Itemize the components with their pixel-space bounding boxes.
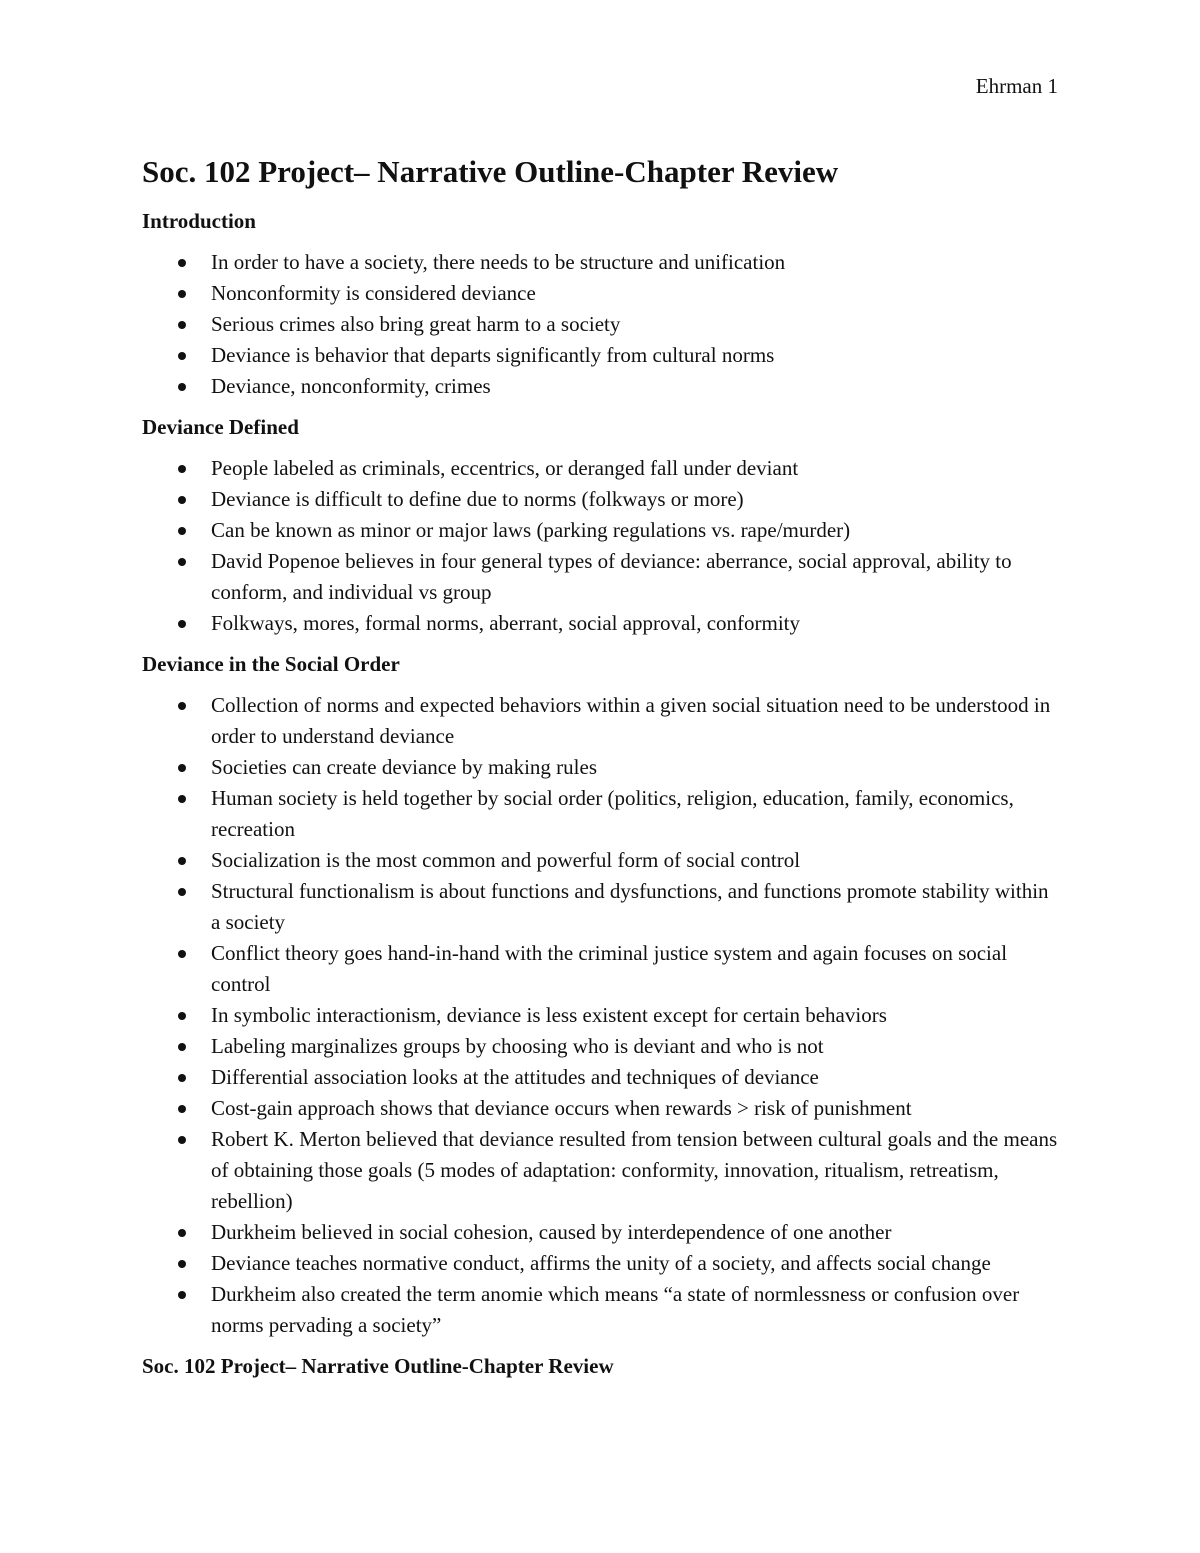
page-header-label: Ehrman 1: [975, 74, 1058, 98]
bullet-icon: [178, 558, 186, 566]
list-item: Can be known as minor or major laws (parking regulations vs. rape/murder): [142, 515, 1058, 546]
bullet-icon: [178, 465, 186, 473]
list-item: Deviance is behavior that departs significantly from cultural norms: [142, 340, 1058, 371]
list-item: David Popenoe believes in four general types of deviance: aberrance, social approval, ability to conform, and individual vs group: [142, 546, 1058, 608]
bullet-icon: [178, 290, 186, 298]
list-item: Deviance is difficult to define due to norms (folkways or more): [142, 484, 1058, 515]
bullet-icon: [178, 1012, 186, 1020]
bullet-icon: [178, 321, 186, 329]
list-item: Socialization is the most common and powerful form of social control: [142, 845, 1058, 876]
bullet-icon: [178, 1291, 186, 1299]
bullet-icon: [178, 764, 186, 772]
bullet-icon: [178, 1229, 186, 1237]
bullet-list-introduction: [142, 247, 1058, 402]
bullet-icon: [178, 857, 186, 865]
bullet-icon: [178, 1136, 186, 1144]
bullet-icon: [178, 795, 186, 803]
list-item: Societies can create deviance by making rules: [142, 752, 1058, 783]
list-item: Differential association looks at the attitudes and techniques of deviance: [142, 1062, 1058, 1093]
list-item: Durkheim believed in social cohesion, caused by interdependence of one another: [142, 1217, 1058, 1248]
list-item: Nonconformity is considered deviance: [142, 278, 1058, 309]
bullet-icon: [178, 352, 186, 360]
bullet-icon: [178, 496, 186, 504]
list-item: Robert K. Merton believed that deviance resulted from tension between cultural goals and the means of obtaining those goals (5 modes of adaptation: conformity, innovation, ritualism, retreatism, rebellion): [142, 1124, 1058, 1217]
bullet-icon: [178, 888, 186, 896]
bullet-icon: [178, 950, 186, 958]
bullet-icon: [178, 383, 186, 391]
section-heading-deviance-social-order: Deviance in the Social Order: [142, 652, 400, 676]
list-item: Collection of norms and expected behaviors within a given social situation need to be understood in order to understand deviance: [142, 690, 1058, 752]
list-item: Durkheim also created the term anomie which means “a state of normlessness or confusion over norms pervading a society”: [142, 1279, 1058, 1341]
bullet-icon: [178, 702, 186, 710]
list-item: Deviance, nonconformity, crimes: [142, 371, 1058, 402]
bullet-icon: [178, 1260, 186, 1268]
document-title: Soc. 102 Project– Narrative Outline-Chapter Review: [142, 154, 839, 189]
list-item: Serious crimes also bring great harm to a society: [142, 309, 1058, 340]
list-item: Conflict theory goes hand-in-hand with the criminal justice system and again focuses on social control: [142, 938, 1058, 1000]
bullet-icon: [178, 259, 186, 267]
list-item: People labeled as criminals, eccentrics, or deranged fall under deviant: [142, 453, 1058, 484]
closing-heading: Soc. 102 Project– Narrative Outline-Chapter Review: [142, 1354, 614, 1378]
list-item: In order to have a society, there needs to be structure and unification: [142, 247, 1058, 278]
list-item: Human society is held together by social order (politics, religion, education, family, economics, recreation: [142, 783, 1058, 845]
section-heading-introduction: Introduction: [142, 209, 256, 233]
bullet-icon: [178, 1105, 186, 1113]
bullet-list-deviance-social-order: [142, 690, 1058, 1341]
bullet-icon: [178, 1043, 186, 1051]
bullet-list-deviance-defined: [142, 453, 1058, 639]
document-body: [142, 150, 1058, 1382]
section-heading-deviance-defined: Deviance Defined: [142, 415, 299, 439]
list-item: In symbolic interactionism, deviance is less existent except for certain behaviors: [142, 1000, 1058, 1031]
list-item: Cost-gain approach shows that deviance occurs when rewards > risk of punishment: [142, 1093, 1058, 1124]
bullet-icon: [178, 527, 186, 535]
list-item: Folkways, mores, formal norms, aberrant, social approval, conformity: [142, 608, 1058, 639]
bullet-icon: [178, 1074, 186, 1082]
bullet-icon: [178, 620, 186, 628]
list-item: Labeling marginalizes groups by choosing who is deviant and who is not: [142, 1031, 1058, 1062]
list-item: Deviance teaches normative conduct, affirms the unity of a society, and affects social change: [142, 1248, 1058, 1279]
list-item: Structural functionalism is about functions and dysfunctions, and functions promote stability within a society: [142, 876, 1058, 938]
